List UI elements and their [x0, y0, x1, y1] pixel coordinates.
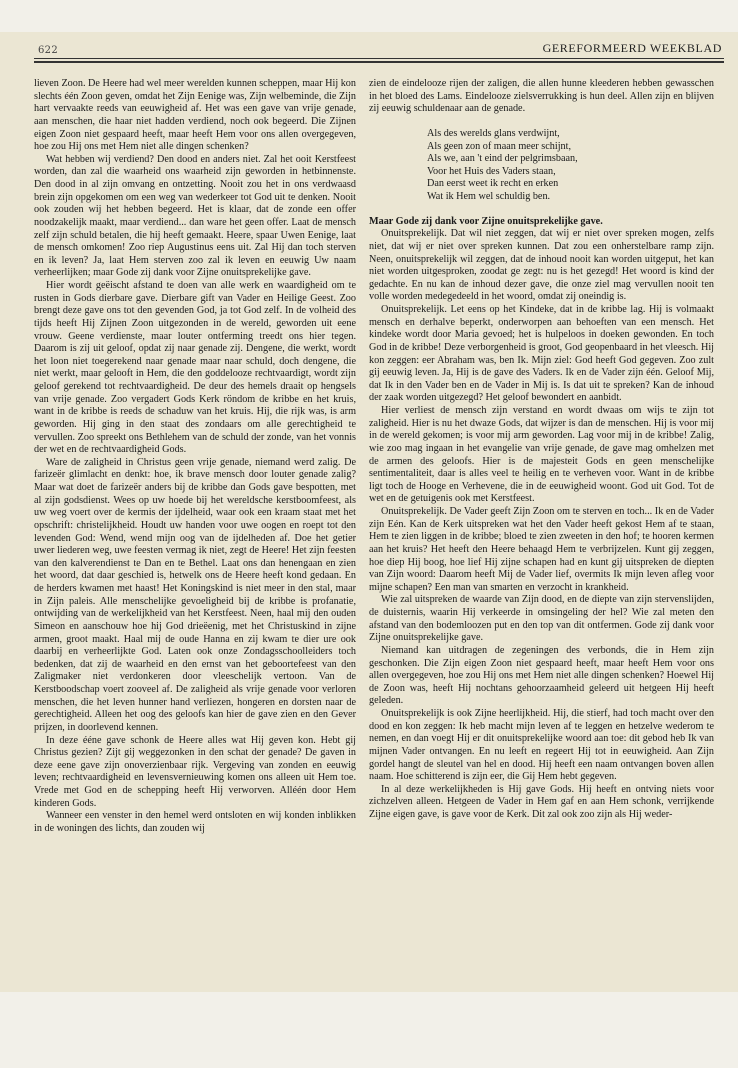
left-column: [34, 78, 356, 836]
poem-line: Voor het Huis des Vaders staan,: [427, 165, 556, 177]
poem-line: Als geen zon of maan meer schijnt,: [427, 140, 571, 152]
section-heading: Maar Gode zij dank voor Zijne onuitsprekelijke gave.: [369, 215, 603, 227]
poem-line: Wat ik Hem wel schuldig ben.: [427, 191, 551, 202]
header-rule-thick: [34, 61, 724, 63]
paragraph: Onuitsprekelijk. Let eens op het Kindeke, dat in de kribbe lag. Hij is volmaakt mensch en derhalve beperkt, onderworpen aan behoeften van een mensch. Het kindeke wordt door Maria gevoed; het is hulpeloos in doeken gewonden. En toch God in de kribbe! Deze verborgenheid is groot, God geopenbaard in het vleesch. Hij kon zeggen: eer Abraham was, ben Ik. Mijn ziel: God heeft God gegeven. Zoo zult gij eeuwig leven. Ja, Hij is de gave des Vaders. Ik en de Vader zijn één. Geloof Mij, dat Ik in den Vader ben en de Vader in Mij is. Is dat uit te spreken? Kan de inhoud der zaak worden uitgezegd? Het geloof bewondert en aanbidt.: [369, 304, 714, 404]
paragraph: zien de eindelooze rijen der zaligen, die allen hunne kleederen hebben gewasschen in het bloed des Lams. Eindelooze zielsverrukking is hun deel. Allen zijn en blijven zij eeuwig schuldenaar aan de genade.: [369, 78, 714, 115]
paragraph: In deze ééne gave schonk de Heere alles wat Hij geven kon. Hebt gij Christus gezien? Zijt gij weggezonken in den schat der genade? De gaven in deze eene gave zijn onoverzienbaar rijk. Vergeving van zonden en eeuwig leven; rechtvaardigheid en levensvernieuwing komen ons alleen uit Hem toe. Vrede met God en de schepping heeft Hij verworven. Alléén door Hem kinderen Gods.: [34, 734, 356, 809]
page-number: 622: [38, 45, 58, 56]
publication-title: GEREFORMEERD WEEKBLAD: [542, 41, 722, 55]
poem-line: Als we, aan 't eind der pelgrimsbaan,: [427, 153, 578, 165]
paragraph: Wie zal uitspreken de waarde van Zijn dood, en de diepte van zijn stervenslijden, de duisternis, waarin Hij verkeerde in omsingeling der hel? Wie zal meten den afstand van den bodemloozen put en den top van dit ontfermen. Gode zij dank voor Zijne onuitsprekelijke gave.: [369, 594, 714, 644]
poem-line: Als des werelds glans verdwijnt,: [427, 127, 560, 139]
paragraph: Hier verliest de mensch zijn verstand en wordt dwaas om wijs te zijn tot zaligheid. Hier is nu het dwaze Gods, dat wijzer is dan de menschen. Hij is voor mij in de wereld gekomen; is voor mij arm geworden. Lag voor mij in de kribbe! Zalig, wie zoo mag ingaan in het evangelie van vrije genade, de gave mag omhelzen met de armen des geloofs. Hier is de majesteit Gods en geen menschelijke sentimentaliteit, daar is alles veel te heilig en te verheven voor. Want in de kribbe ligt toch de Hooge en Verhevene, die in de eeuwigheid woont. God uit God. Tot de wet en de getuigenis ook met Kerstfeest.: [369, 405, 714, 505]
paragraph: Hier wordt geëischt afstand te doen van alle werk en waardigheid om te rusten in Gods dierbare gave. Dierbare gift van Vader en Heilige Geest. Zoo brengt deze gave ons tot den gevenden God, ja tot God zelf. In de volheid des tijds heeft Hij Zijnen Zoon uitgezonden in de wereld, geworden uit eene vrouw. Geene verdienste, maar louter ontferming treedt ons hier tegen. Daarom is zij uit geloof, opdat zij naar genade zij. Dengene, die werkt, wordt het loon niet toegerekend naar genade maar naar schuld, doch dengene, die niet werkt, maar gelooft in Hem, die den goddelooze rechtvaardigt, wordt zijn geloof gerekend tot rechtvaardigheid. De deur des hemels draait op hengsels van vrije genade. Zoo vergadert Gods Kerk röndom de kribbe en het kruis, want in de kribbe is reeds de schaduw van het kruis. Hij, die rijk was, is arm geworden. Hij ging in den staat des zondaars om alle gerechtigheid te vervullen. Zoo spreekt ons Bethlehem van de schuld der zonde, van het vonnis der wet en de rechtvaardigheid Gods.: [34, 280, 356, 456]
header-rule: [34, 58, 724, 59]
paragraph: Wanneer een venster in den hemel werd ontsloten en wij konden inblikken in de woningen des lichts, dan zouden wij: [34, 810, 356, 834]
paragraph: Ware de zaligheid in Christus geen vrije genade, niemand werd zalig. De farizeër glimlacht en denkt: hoe, ik brave mensch door louter genade zalig? Maar wat doet de farizeër anders bij de kribbe dan Gods gave bespotten, met al zijn godsdienst. Wees op uw hoede bij het wereldsche kerstboomfeest, als uw weg voert over de kermis der ijdelheid, waar ook een kraam staat met het opschrift: christelijkheid. Houdt uw handen voor uwe oogen en roept tot den levenden God: Wend, wend mijn oog van de ijdelheden af. Doe het getier uwer liederen weg, uwe feesten vermag ik niet, zegt de Heere! Het zijn feesten van den kalverendienst te Dan en te Bethel. Laat ons dan henengaan en zien het woord, dat daar geschied is, hetwelk ons de Heere heeft kond gedaan. En de herders kwamen met haast! Het Koningskind is niet meer in den stal, maar in Zijn paleis. Alle menschelijke gevoeligheid bij de kribbe is profanatie, ontwijding van de werkelijkheid van het Kerstfeest. Neen, haal mij den ouden Simeon en aanschouw hoe hij God drieëenig, met het Christuskind in zijne armen, groot maakt. Haal mij de oude Hanna en zij kwam te dier ure ook daarbij en verheerlijkte God. Laten ook onze Zondagsschoolleiders toch bedenken, dat zij de waarheid en den ernst van het geboortefeest van den Zaligmaker niet verdonkeren door vleeschelijk vertoon. Van de Kerstboodschap voert zooveel af. De zaligheid als vrije genade voor verloren menschen, die het leven hunner hand verliezen, hongeren en dorsten naar de gerechtigheid. Alleen het oog des geloofs kan hier de gave zien en den Gever prijzen, in doorlevend kennen.: [34, 456, 356, 733]
paragraph: Niemand kan uitdragen de zegeningen des verbonds, die in Hem zijn geschonken. Die Zijn eigen Zoon niet gespaard heeft, maar heeft Hem voor ons allen overgegeven, hoe zou Hij ons met Hem niet alle dingen schenken? Hoewel Hij de Zoon was, heeft Hij nochtans gehoorzaamheid geleerd uit hetgeen Hij heeft geleden.: [369, 644, 714, 707]
paragraph: In al deze werkelijkheden is Hij gave Gods. Hij heeft en ontving niets voor zichzelven alleen. Hetgeen de Vader in Hem gaf en aan Hem schonk, verrijkende Zijne eigen gave, is gave voor de Kerk. Dit zal ook zoo zijn als Hij weder-: [369, 783, 714, 820]
poem: [427, 128, 714, 204]
page-header: [38, 38, 722, 56]
right-column: [369, 78, 714, 822]
paragraph: Onuitsprekelijk is ook Zijne heerlijkheid. Hij, die stierf, had toch macht over den dood en kon zeggen: Ik heb macht mijn leven af te leggen en hetzelve wederom te nemen, en dan voegt Hij er dit onuitsprekelijke woord aan toe: dit gebod heb Ik van mijnen Vader ontvangen. En nu leeft en regeert Hij tot in eeuwigheid. Aan Zijn gordel hangt de sleutel van hel en dood. Hij heeft een naam ontvangen boven allen naam. Hoe schitterend is zijn eer, die Gij Hem hebt gegeven.: [369, 708, 714, 783]
poem-line: Dan eerst weet ik recht en erken: [427, 178, 559, 190]
paragraph: lieven Zoon. De Heere had wel meer werelden kunnen scheppen, maar Hij kon slechts één Zoon geven, omdat het Zijn Eenige was, Zijn welbeminde, die Zijn hart vervaakte reeds van eeuwigheid af. Het was een gave van vrije genade, aan menschen, die haar niet hadden verdiend, noch ook begeerd. Die Zijnen eigen Zoon niet gespaard heeft, maar heeft Hem voor ons allen overgegeven, hoe zou Hij ons met Hem niet alle dingen schenken?: [34, 78, 356, 153]
paragraph: Wat hebben wij verdiend? Den dood en anders niet. Zal het ooit Kerstfeest worden, dan zal die waarheid ons waarheid zijn geworden in hetbinnenste. Den dood in al zijn omvang en ontzetting. Nooit zou het in ons verdwaasd brein zijn opgekomen om een weg van wederkeer tot God uit te denken. Nooit ook zouden wij het hebben begeerd. Het is klaar, dat de zonde een offer noodzakelijk maakt, maar verdiend... dan ware het geen offer. Laat de mensch zelf zijn schuld betalen, die hij heeft gemaakt. Heere, spaar Uwen Eenige, laat de mensch omkomen! Zoo riep Augustinus eens uit. Zal Hij dan toch sterven en ik leven? Ja, laat Hem sterven zoo zal ik leven en eeuwig Uw naam verheerlijken; maar Gode zij dank voor Zijne onuitsprekelijke gave.: [34, 153, 356, 279]
paragraph: Onuitsprekelijk. Dat wil niet zeggen, dat wij er niet over spreken mogen, zelfs niet, dat wij er niet over spreken kunnen. Dat zou een onherstelbare ramp zijn. Neen, onuitsprekelijk wil zeggen, dat de inhoud nooit kan worden uitgeput, het kan niet worden uitgesproken, zoodat ge zegt: nu is het gezegd! Het woord is kind der gedachte. En nu kan de inhoud dezer gave, die onze ziel mag vervullen nooit ten volle worden medegedeeld in het woord, omdat zij oneindig is.: [369, 228, 714, 303]
paragraph: Onuitsprekelijk. De Vader geeft Zijn Zoon om te sterven en toch... Ik en de Vader zijn Eén. Kan de Kerk uitspreken wat het den Vader heeft gekost Hem af te staan, Hem te zien liggen in de kribbe; bloed te zien zweeten in den hof; te hooren kermen aan het kruis? Het heeft den Heere behaagd Hem te verbrijzelen. Kunt gij zeggen, hoe diep Hij boog, hoe lief Hij zijne schapen had en kunt gij uitspreken de diepten van Zijn woord: Daarom heeft Mij de Vader lief, overmits Ik mijn leven afleg voor mijne schapen? Een man van smarten en verzocht in krankheid.: [369, 506, 714, 593]
